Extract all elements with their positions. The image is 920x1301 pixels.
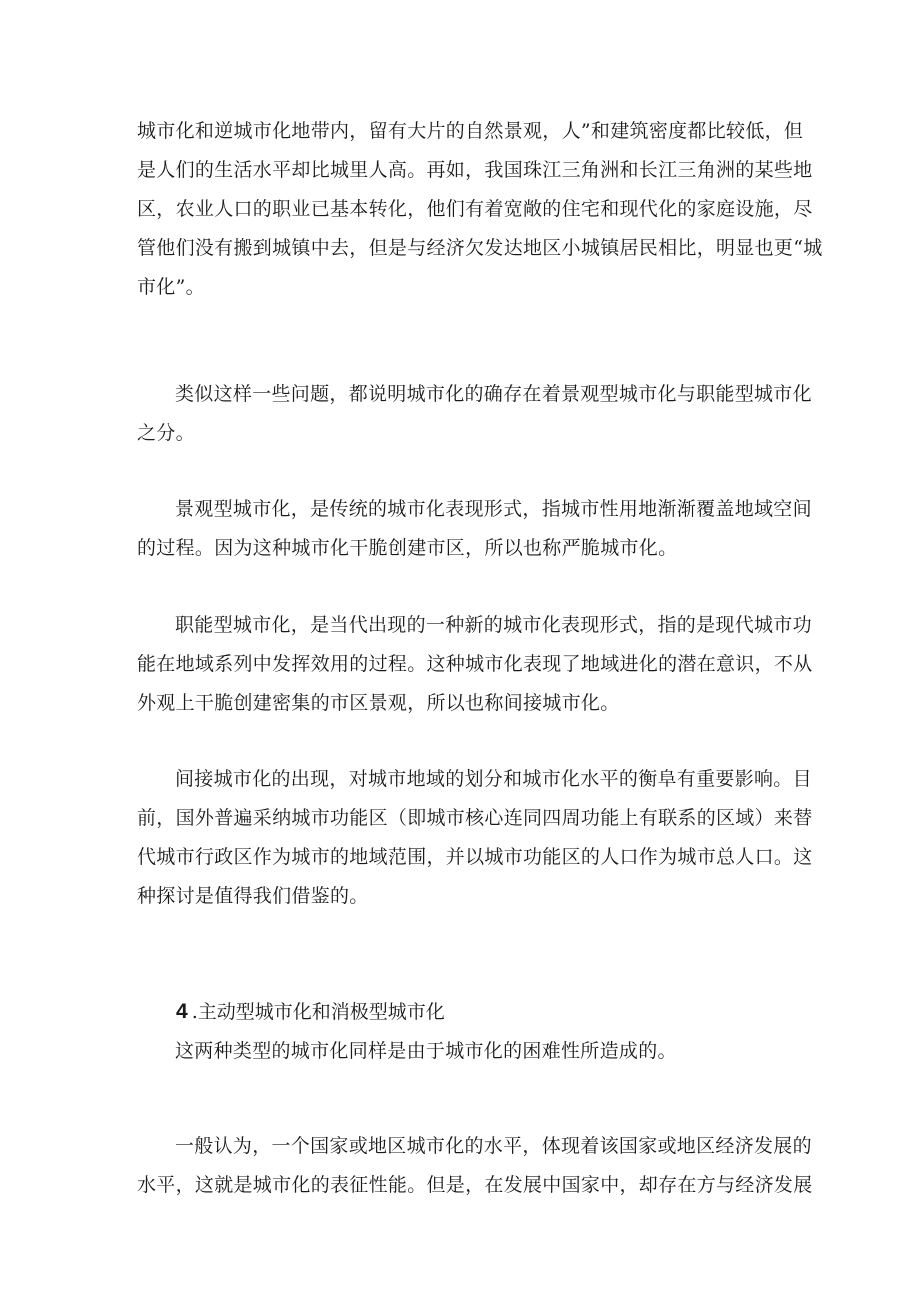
text-line: 水平，这就是城市化的表征性能。但是，在发展中国家中，却存在方与经济发展: [137, 1174, 813, 1196]
section-title: .主动型城市化和消极型城市化: [191, 1001, 445, 1023]
paragraph-indirect-urbanization: [137, 760, 813, 916]
text-line: 是人们的生活水平却比城里人高。再如，我国珠江三角洲和长江三角洲的某些地: [137, 159, 813, 181]
text-line: 前，国外普遍采纳城市功能区（即城市核心连同四周功能上有联系的区域）来替: [137, 807, 813, 829]
text-line: 种探讨是值得我们借鉴的。: [137, 885, 369, 907]
text-line: 类似这样一些问题，都说明城市化的确存在着景观型城市化与职能型城市化: [175, 383, 812, 405]
text-line: 能在地域系列中发挥效用的过程。这种城市化表现了地域进化的潜在意识，不从: [137, 653, 813, 675]
text-line: 职能型城市化，是当代出现的一种新的城市化表现形式，指的是现代城市功: [175, 614, 812, 636]
text-line: 一般认为，一个国家或地区城市化的水平，体现着该国家或地区经济发展的: [175, 1135, 812, 1157]
text-line: 这两种类型的城市化同样是由于城市化的困难性所造成的。: [175, 1040, 677, 1062]
paragraph-functional-urbanization: [137, 606, 813, 723]
paragraph-section-intro: [137, 1032, 787, 1071]
text-line: 之分。: [137, 422, 195, 444]
paragraph-general-view: [137, 1127, 813, 1205]
text-line: 代城市行政区作为城市的地域范围，并以城市功能区的人口作为城市总人口。这: [137, 846, 813, 868]
paragraph-landscape-urbanization: [137, 490, 812, 568]
text-line: 景观型城市化，是传统的城市化表现形式，指城市性用地渐渐覆盖地域空间: [175, 498, 812, 520]
text-line: 城市化和逆城市化地带内，留有大片的自然景观，人”和建筑密度都比较低，但: [137, 120, 804, 142]
section-heading: [176, 998, 445, 1026]
text-line: 市化”。: [137, 276, 205, 298]
text-line: 区，农业人口的职业已基本转化，他们有着宽敞的住宅和现代化的家庭设施，尽: [137, 198, 813, 220]
text-line: 间接城市化的出现，对城市地域的划分和城市化水平的衡阜有重要影响。目: [175, 768, 812, 790]
text-line: 管他们没有搬到城镇中去，但是与经济欠发达地区小城镇居民相比，明显也更“城: [137, 237, 823, 259]
text-line: 外观上干脆创建密集的市区景观，所以也称间接城市化。: [137, 692, 620, 714]
paragraph-continuation: [137, 112, 823, 307]
paragraph-landscape-vs-functional: [137, 375, 812, 453]
section-number: 4: [176, 1000, 188, 1023]
text-line: 的过程。因为这种城市化干脆创建市区，所以也称严脆城市化。: [137, 537, 678, 559]
